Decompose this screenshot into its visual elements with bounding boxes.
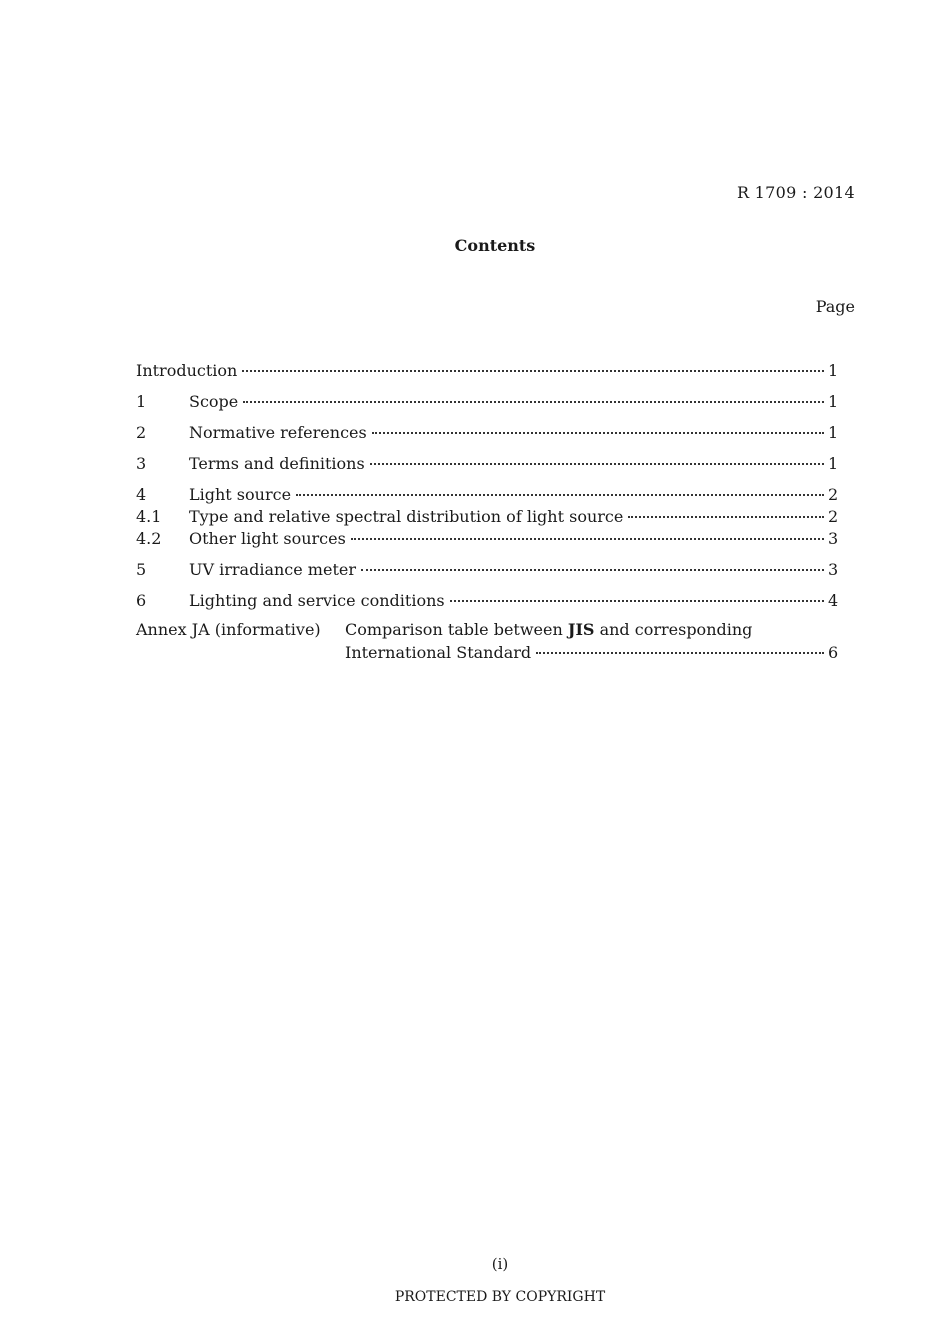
toc-entry-number: 4 <box>136 485 147 504</box>
toc-entry-page: 1 <box>828 423 839 442</box>
annex-title-part2: and corresponding <box>594 620 753 639</box>
copyright-notice: PROTECTED BY COPYRIGHT <box>394 1289 606 1305</box>
toc-entry-3[interactable] <box>136 454 838 476</box>
annex-title-bold: JIS <box>567 620 595 639</box>
toc-entry-page: 1 <box>828 361 839 380</box>
toc-entry-number: 4.2 <box>136 529 162 548</box>
toc-entry-page: 1 <box>828 454 839 473</box>
annex-title-line2 <box>345 643 838 665</box>
annex-label: Annex JA (informative) <box>136 620 321 639</box>
dot-leader <box>361 569 824 571</box>
toc-entry-4-2[interactable] <box>136 529 838 551</box>
toc-entry-title: Other light sources <box>189 529 346 548</box>
toc-entry-number: 4.1 <box>136 507 162 526</box>
dot-leader <box>536 652 824 654</box>
toc-entry-title: Introduction <box>136 361 238 380</box>
toc-entry-page: 4 <box>828 591 839 610</box>
toc-entry-number: 3 <box>136 454 147 473</box>
dot-leader <box>243 401 824 403</box>
toc-entry-title: Type and relative spectral distribution of light source <box>189 507 624 526</box>
toc-entry-page: 3 <box>828 529 839 548</box>
toc-entry-page: 2 <box>828 485 839 504</box>
toc-entry-number: 6 <box>136 591 147 610</box>
toc-entry-1[interactable] <box>136 392 838 414</box>
toc-entry-title: Normative references <box>189 423 367 442</box>
toc-entry-title: Lighting and service conditions <box>189 591 445 610</box>
toc-entry-number: 1 <box>136 392 147 411</box>
document-id: R 1709 : 2014 <box>736 183 855 202</box>
dot-leader <box>450 600 824 602</box>
dot-leader <box>372 432 824 434</box>
toc-entry-5[interactable] <box>136 560 838 582</box>
dot-leader <box>628 516 824 518</box>
annex-title-line2-text: International Standard <box>345 643 532 662</box>
toc-entry-page: 1 <box>828 392 839 411</box>
toc-entry-title: Light source <box>189 485 292 504</box>
toc-entry-2[interactable] <box>136 423 838 445</box>
footer-page-number: (i) <box>491 1255 509 1273</box>
toc-entry-number: 5 <box>136 560 147 579</box>
toc-entry-4[interactable] <box>136 485 838 507</box>
dot-leader <box>242 370 824 372</box>
dot-leader <box>370 463 824 465</box>
toc-entry-title: UV irradiance meter <box>189 560 356 579</box>
annex-title-line1 <box>345 620 752 639</box>
annex-title-part1: Comparison table between <box>345 620 568 639</box>
dot-leader <box>351 538 824 540</box>
page-column-label: Page <box>815 297 855 316</box>
toc-entry-introduction[interactable] <box>136 361 838 383</box>
toc-entry-number: 2 <box>136 423 147 442</box>
toc-entry-6[interactable] <box>136 591 838 613</box>
contents-title: Contents <box>454 236 536 255</box>
toc-entry-title: Scope <box>189 392 239 411</box>
toc-entry-4-1[interactable] <box>136 507 838 529</box>
toc-entry-title: Terms and definitions <box>189 454 365 473</box>
dot-leader <box>296 494 824 496</box>
toc-entry-page: 2 <box>828 507 839 526</box>
toc-entry-page: 3 <box>828 560 839 579</box>
toc-entry-page: 6 <box>828 643 839 662</box>
